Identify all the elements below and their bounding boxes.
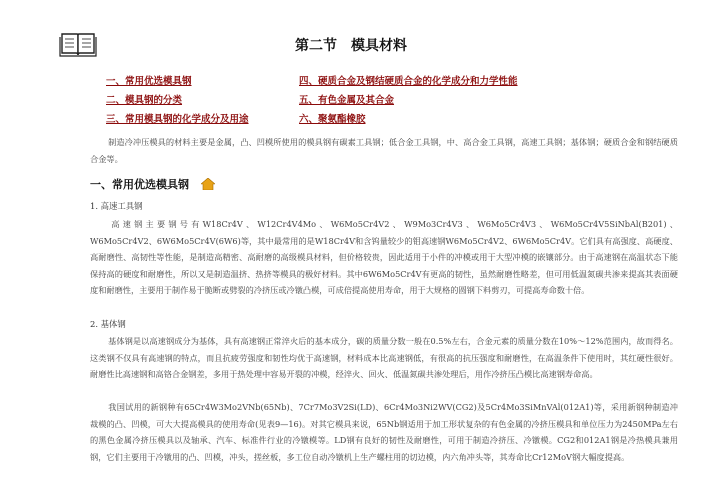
section-heading-text: 一、常用优选模具钢 — [90, 178, 189, 191]
toc-right — [299, 74, 518, 131]
subsection-heading-1: 1. 高速工具钢 — [90, 201, 143, 211]
home-icon[interactable] — [201, 178, 215, 190]
toc-link-4[interactable]: 四、硬质合金及钢结硬质合金的化学成分和力学性能 — [299, 76, 518, 87]
subsection-2-text: 基体钢是以高速钢成分为基体，具有高速钢正常淬火后的基本成分，碳的质量分数一般在0.5%左右，合金元素的质量分数在10%～12%范围内，故而得名。这类钢不仅具有高速钢的特点，而且抗疲劳强度和韧性均优于高速钢，材料成本比高速钢低，有很高的抗压强度和耐磨性，在高温条件下使用时，其红硬性很好。耐磨性比高速钢和高铬合金钢差，多用于热处理中容易开裂的冲模，经淬火、回火、低温氮碳共渗处理后，用作冷挤压凸模比高速钢寿命高。 — [90, 336, 678, 379]
toc-link-6[interactable]: 六、聚氨酯橡胶 — [299, 114, 366, 125]
intro-paragraph — [90, 134, 678, 167]
intro-text: 制造冷冲压模具的材料主要是金属，凸、凹模所使用的模具钢有碳素工具钢；低合金工具钢，中、高合金工具钢，高速工具钢；基体钢；硬质合金和钢结硬质合金等。 — [90, 137, 678, 164]
subsection-heading-2: 2. 基体钢 — [90, 319, 126, 329]
toc-link-1[interactable]: 一、常用优选模具钢 — [106, 76, 192, 87]
subsection-1-paragraph — [90, 216, 678, 299]
subsection-1-text: 高速钢主要钢号有W18Cr4V、W12Cr4V4Mo、W6Mo5Cr4V2、W9Mo3Cr4V3、W6Mo5Cr4V3、W6Mo5Cr4V5SiNbAl(B201)、W6Mo5Cr4V2、6W6Mo5Cr4V(6W6)等，其中最常用的是W18Cr4V和含钨量较少的钼高速钢W6Mo5Cr4V2、6W6Mo5Cr4V。它们具有高强度、高硬度、高耐磨性、高韧性等性能，是制造高精密、高耐磨的高级模具材料，但价格较贵，因此适用于小件的冲模或用于大型冲模的嵌镶部分。由于高速钢在高温状态下能保持高的硬度和耐磨性，所以又是制造温挤、热挤等模具的极好材料。其中6W6Mo5Cr4V有更高的韧性，虽然耐磨性略差，但可用低温氮碳共渗来提高其表面硬度和耐磨性，主要用于制作易于脆断或劈裂的冷挤压或冷镦凸模，可成倍提高使用寿命，用于大规格的圆钢下料剪刃，可提高寿命数十倍。 — [90, 219, 678, 295]
toc-link-2[interactable]: 二、模具钢的分类 — [106, 95, 183, 106]
toc-left — [106, 74, 249, 131]
page-title: 第二节 模具材料 — [295, 38, 407, 54]
section-heading — [90, 176, 215, 192]
subsection-2-paragraph — [90, 333, 678, 383]
subsection-2-text-2: 我国试用的新钢种有65Cr4W3Mo2VNb(65Nb)、7Cr7Mo3V2Si(LD)、6Cr4Mo3Ni2WV(CG2)及5Cr4Mo3SiMnVAl(012A1)等，采用新钢种制造冲裁模的凸、凹模，可大大提高模具的使用寿命(见表9—16)。对其它模具来说，65Nb钢适用于加工形状复杂的有色金属的冷挤压模具和单位压力为2450MPa左右的黑色金属冷挤压模具以及轴承、汽车、标准件行业的冷镦模等。LD钢有良好的韧性及耐磨性，可用于制造冷挤压、冷镦模。CG2和012A1钢是冷热模具兼用钢，它们主要用于冷镦用的凸、凹模，冲头，搓丝板，多工位自动冷镦机上生产螺柱用的切边模，内六角冲头等，其寿命比Cr12MoV钢大幅度提高。 — [90, 402, 678, 462]
toc-link-3[interactable]: 三、常用模具钢的化学成分及用途 — [106, 114, 249, 125]
subsection-2-paragraph-2 — [90, 399, 678, 465]
toc-link-5[interactable]: 五、有色金属及其合金 — [299, 95, 395, 106]
